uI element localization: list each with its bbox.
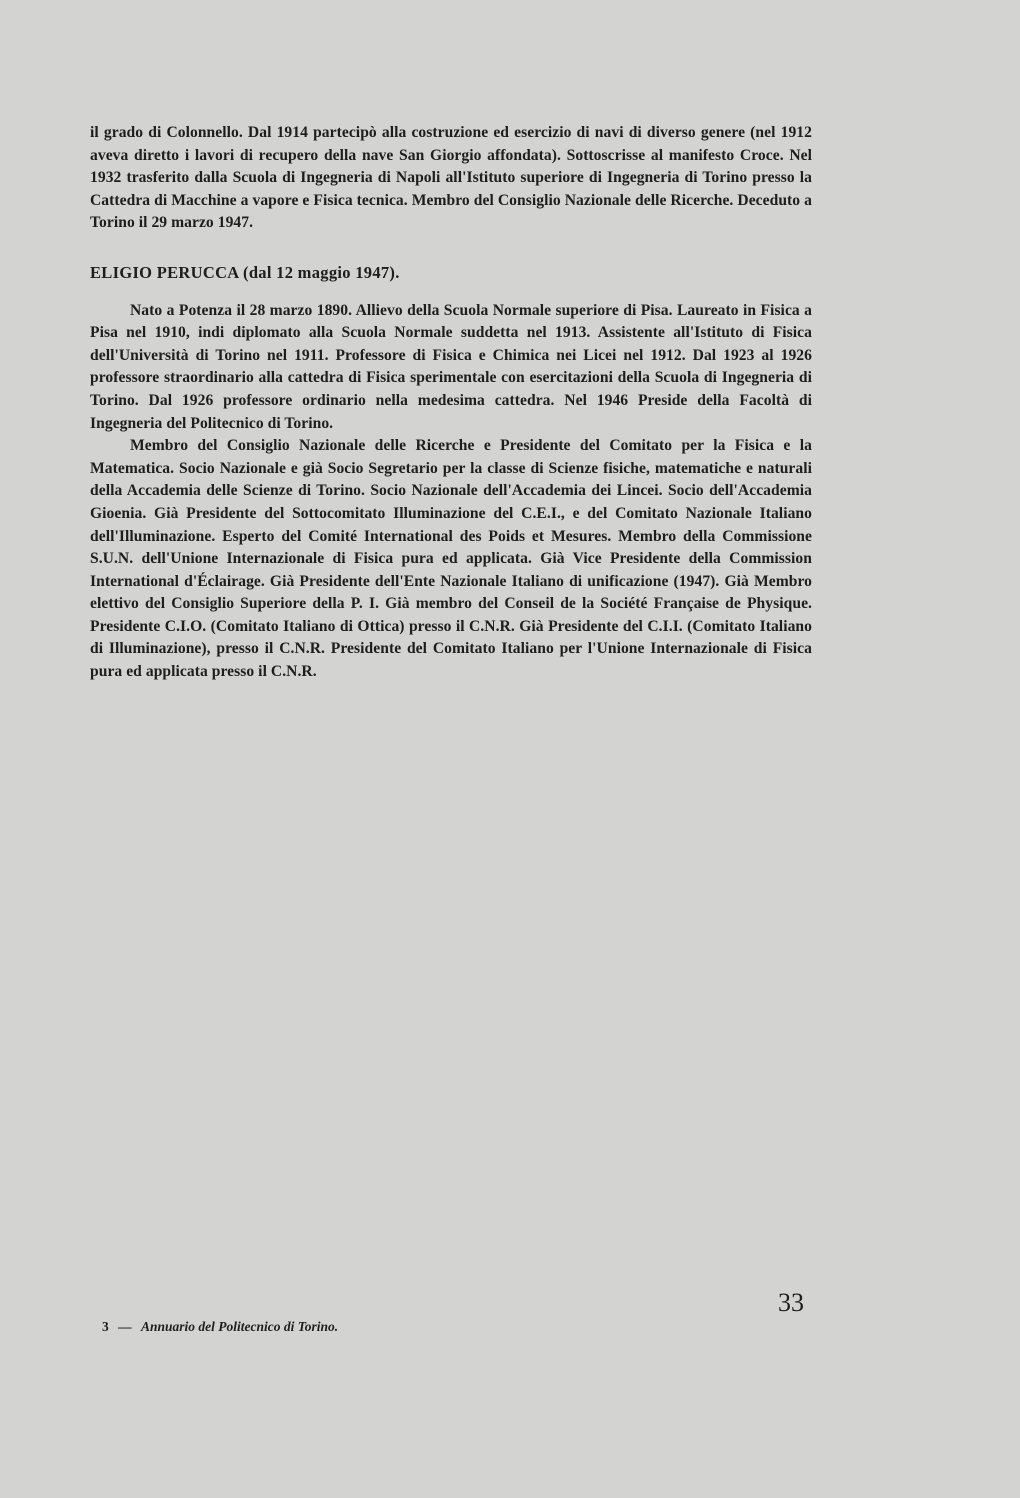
biography-heading: ELIGIO PERUCCA (dal 12 maggio 1947).	[90, 262, 400, 282]
text-column	[90, 122, 812, 684]
biography-paragraph-1: Nato a Potenza il 28 marzo 1890. Allievo della Scuola Normale superiore di Pisa. Laureato in Fisica a Pisa nel 1910, indi diplomato alla Scuola Normale suddetta nel 1913. Assistente all'Istituto di Fisica dell'Università di Torino nel 1911. Professore di Fisica e Chimica nei Licei nel 1912. Dal 1923 al 1926 professore straordinario alla cattedra di Fisica sperimentale con esercitazioni della Scuola di Ingegneria di Torino. Dal 1926 professore ordinario nella medesima cattedra. Nel 1946 Preside della Facoltà di Ingegneria del Politecnico di Torino.	[90, 301, 812, 432]
biography-paragraph-2: Membro del Consiglio Nazionale delle Ricerche e Presidente del Comitato per la Fisica e la Matematica. Socio Nazionale e già Socio Segretario per la classe di Scienze fisiche, matematiche e naturali della Accademia delle Scienze di Torino. Socio Nazionale dell'Accademia dei Lincei. Socio dell'Accademia Gioenia. Già Presidente del Sottocomitato Illuminazione del C.E.I., e del Comitato Nazionale Italiano dell'Illuminazione. Esperto del Comité International des Poids et Mesures. Membro della Commissione S.U.N. dell'Unione Internazionale di Fisica pura ed applicata. Già Vice Presidente della Commission International d'Éclairage. Già Presidente dell'Ente Nazionale Italiano di unificazione (1947). Già Membro elettivo del Consiglio Superiore della P. I. Già membro del Conseil de la Société Française de Physique. Presidente C.I.O. (Comitato Italiano di Ottica) presso il C.N.R. Già Presidente del C.I.I. (Comitato Italiano di Illuminazione), presso il C.N.R. Presidente del Comitato Italiano per l'Unione Internazionale di Fisica pura ed applicata presso il C.N.R.	[90, 437, 812, 681]
footer-dash: —	[118, 1319, 132, 1334]
footer-source: Annuario del Politecnico di Torino.	[141, 1319, 339, 1334]
signature-mark: 3	[102, 1319, 109, 1334]
biography-continuation: il grado di Colonnello. Dal 1914 partecipò alla costruzione ed esercizio di navi di diverso genere (nel 1912 aveva diretto i lavori di recupero della nave San Giorgio affondata). Sottoscrisse al manifesto Croce. Nel 1932 trasferito dalla Scuola di Ingegneria di Napoli all'Istituto superiore di Ingegneria di Torino presso la Cattedra di Macchine a vapore e Fisica tecnica. Membro del Consiglio Nazionale delle Ricerche. Deceduto a Torino il 29 marzo 1947.	[90, 124, 812, 232]
footer-note	[102, 1319, 338, 1335]
page-number: 33	[778, 1288, 804, 1317]
